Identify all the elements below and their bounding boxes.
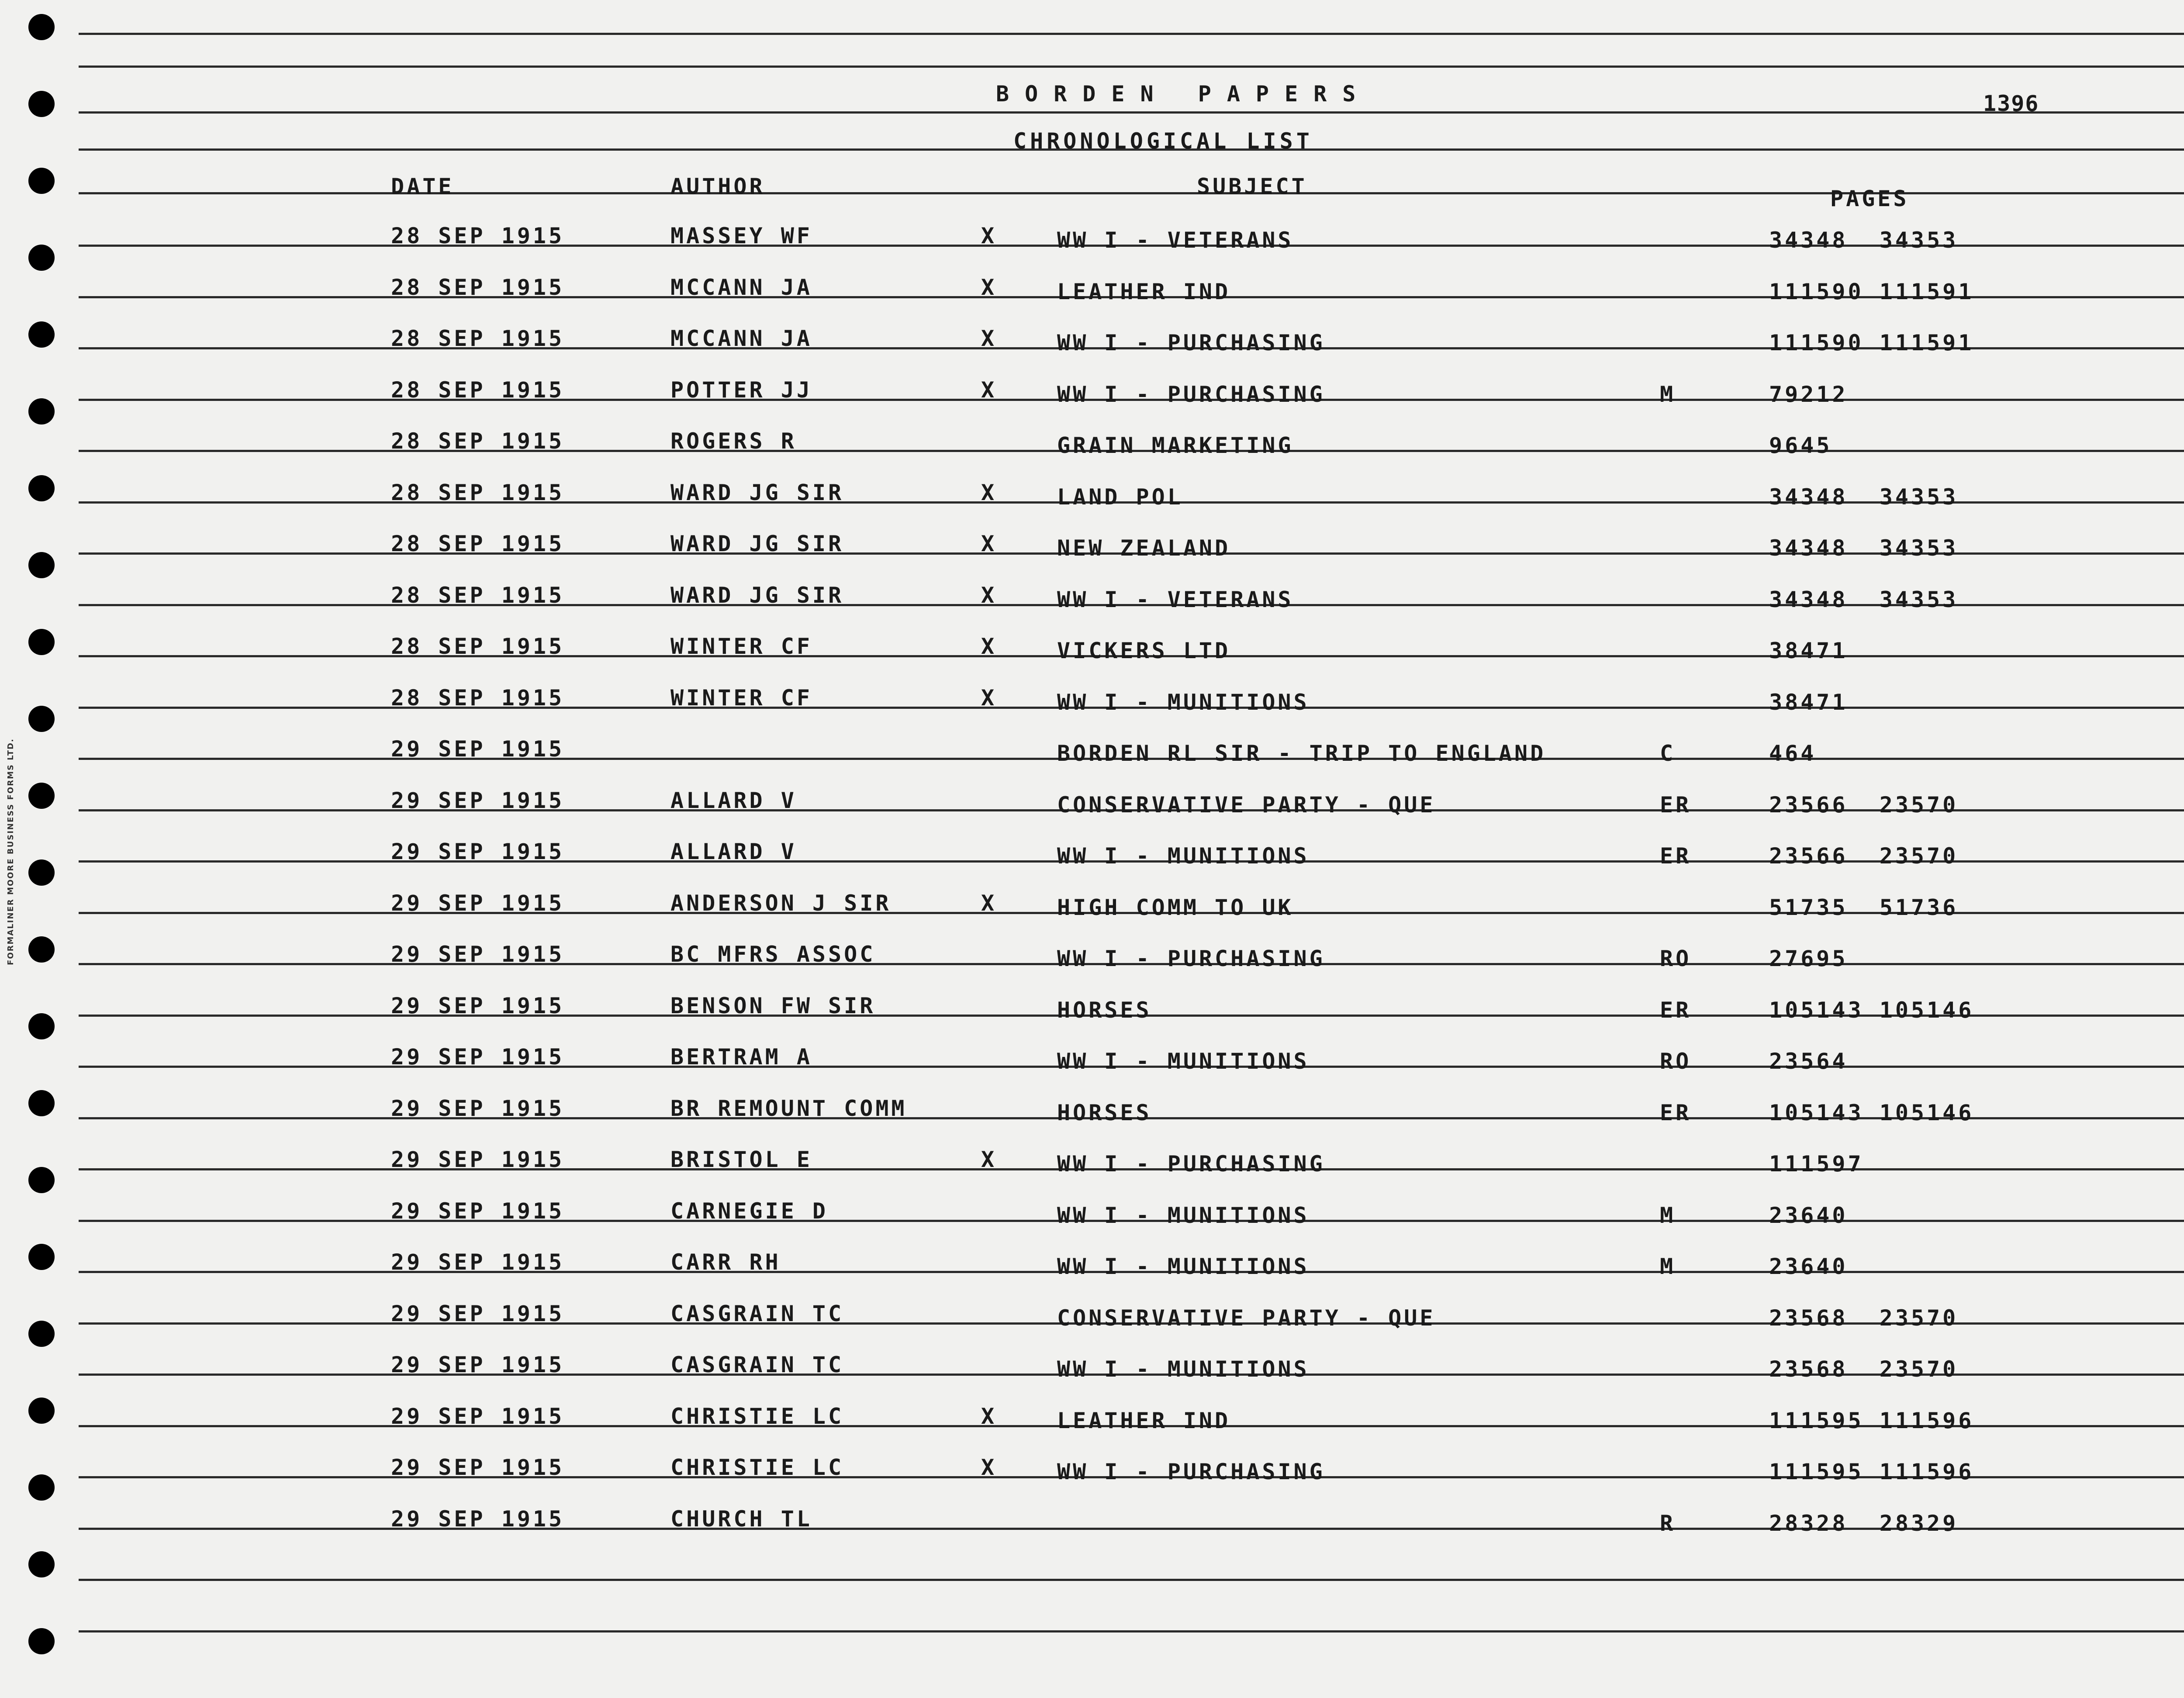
cell-pages: 23566 23570 xyxy=(1769,792,1959,818)
cell-pages: 111595 111596 xyxy=(1769,1459,1974,1484)
feed-hole xyxy=(28,859,55,886)
cell-date: 29 SEP 1915 xyxy=(391,1506,565,1532)
cell-subject: WW I - MUNITIONS xyxy=(1057,1356,1310,1382)
cell-subject: WW I - MUNITIONS xyxy=(1057,1049,1310,1074)
cell-author: WARD JG SIR xyxy=(670,531,844,556)
column-header-subject: SUBJECT xyxy=(1197,174,1307,199)
ruled-line xyxy=(79,33,2184,35)
cell-pages: 28328 28329 xyxy=(1769,1510,1959,1536)
feed-hole xyxy=(28,552,55,578)
cell-pages: 111595 111596 xyxy=(1769,1408,1974,1433)
cell-date: 28 SEP 1915 xyxy=(391,634,565,659)
cell-date: 29 SEP 1915 xyxy=(391,1147,565,1172)
cell-x-marker: X xyxy=(981,480,997,505)
feed-hole xyxy=(28,245,55,271)
cell-subject: NEW ZEALAND xyxy=(1057,535,1231,561)
cell-author: WINTER CF xyxy=(670,634,812,659)
feed-hole xyxy=(28,1090,55,1116)
cell-code: RO xyxy=(1660,946,1692,971)
feed-hole xyxy=(28,783,55,809)
cell-author: ALLARD V xyxy=(670,839,797,864)
cell-pages: 79212 xyxy=(1769,381,1848,407)
cell-code: ER xyxy=(1660,843,1692,869)
cell-code: M xyxy=(1660,1202,1676,1228)
cell-subject: WW I - PURCHASING xyxy=(1057,330,1325,355)
cell-x-marker: X xyxy=(981,890,997,916)
cell-author: CASGRAIN TC xyxy=(670,1301,844,1326)
cell-subject: HIGH COMM TO UK xyxy=(1057,894,1294,920)
cell-subject: CONSERVATIVE PARTY - QUE xyxy=(1057,1305,1436,1331)
cell-date: 29 SEP 1915 xyxy=(391,1403,565,1429)
cell-x-marker: X xyxy=(981,1455,997,1480)
feed-hole xyxy=(28,706,55,732)
cell-subject: WW I - VETERANS xyxy=(1057,228,1294,253)
cell-author: ALLARD V xyxy=(670,787,797,813)
cell-date: 28 SEP 1915 xyxy=(391,685,565,711)
cell-author: ANDERSON J SIR xyxy=(670,890,892,916)
cell-date: 29 SEP 1915 xyxy=(391,942,565,967)
cell-pages: 34348 34353 xyxy=(1769,484,1959,510)
cell-author: CASGRAIN TC xyxy=(670,1352,844,1377)
feed-hole xyxy=(28,14,55,40)
cell-subject: BORDEN RL SIR - TRIP TO ENGLAND xyxy=(1057,741,1546,766)
cell-subject: WW I - MUNITIONS xyxy=(1057,1202,1310,1228)
cell-date: 29 SEP 1915 xyxy=(391,1455,565,1480)
cell-pages: 34348 34353 xyxy=(1769,228,1959,253)
feed-hole xyxy=(28,1551,55,1577)
feed-hole xyxy=(28,1474,55,1501)
cell-code: ER xyxy=(1660,792,1692,818)
cell-author: BERTRAM A xyxy=(670,1044,812,1070)
cell-date: 28 SEP 1915 xyxy=(391,377,565,403)
cell-pages: 27695 xyxy=(1769,946,1848,971)
cell-author: WINTER CF xyxy=(670,685,812,711)
cell-pages: 23640 xyxy=(1769,1202,1848,1228)
feed-hole xyxy=(28,1013,55,1039)
cell-pages: 38471 xyxy=(1769,689,1848,715)
cell-date: 29 SEP 1915 xyxy=(391,1095,565,1121)
cell-author: MASSEY WF xyxy=(670,223,812,248)
ruled-line xyxy=(79,111,2184,114)
cell-date: 28 SEP 1915 xyxy=(391,274,565,300)
cell-x-marker: X xyxy=(981,685,997,711)
column-header-author: AUTHOR xyxy=(670,174,765,199)
cell-x-marker: X xyxy=(981,326,997,351)
cell-date: 29 SEP 1915 xyxy=(391,736,565,762)
cell-author: BC MFRS ASSOC xyxy=(670,942,876,967)
cell-subject: LEATHER IND xyxy=(1057,1408,1231,1433)
feed-hole xyxy=(28,398,55,424)
cell-author: CHRISTIE LC xyxy=(670,1403,844,1429)
cell-pages: 111597 xyxy=(1769,1151,1864,1177)
cell-date: 29 SEP 1915 xyxy=(391,1301,565,1326)
feed-hole xyxy=(28,1321,55,1347)
cell-date: 28 SEP 1915 xyxy=(391,480,565,505)
feed-hole xyxy=(28,1398,55,1424)
ruled-line xyxy=(79,1579,2184,1581)
feed-hole xyxy=(28,321,55,348)
cell-code: RO xyxy=(1660,1049,1692,1074)
cell-date: 29 SEP 1915 xyxy=(391,1249,565,1275)
cell-subject: GRAIN MARKETING xyxy=(1057,433,1294,458)
cell-author: CARNEGIE D xyxy=(670,1198,829,1224)
cell-code: ER xyxy=(1660,997,1692,1023)
cell-x-marker: X xyxy=(981,274,997,300)
margin-imprint: FORMALINER MOORE BUSINESS FORMS LTD. xyxy=(6,738,15,965)
cell-author: CHRISTIE LC xyxy=(670,1455,844,1480)
cell-pages: 38471 xyxy=(1769,638,1848,663)
cell-subject: VICKERS LTD xyxy=(1057,638,1231,663)
document-title: BORDEN PAPERS xyxy=(996,81,1372,107)
cell-subject: LAND POL xyxy=(1057,484,1183,510)
cell-pages: 23568 23570 xyxy=(1769,1305,1959,1331)
cell-x-marker: X xyxy=(981,582,997,608)
feed-hole xyxy=(28,1628,55,1654)
cell-date: 29 SEP 1915 xyxy=(391,1352,565,1377)
cell-author: WARD JG SIR xyxy=(670,582,844,608)
cell-author: BENSON FW SIR xyxy=(670,993,876,1018)
cell-date: 29 SEP 1915 xyxy=(391,1044,565,1070)
cell-date: 28 SEP 1915 xyxy=(391,531,565,556)
cell-pages: 9645 xyxy=(1769,433,1832,458)
cell-pages: 23640 xyxy=(1769,1254,1848,1279)
cell-pages: 23568 23570 xyxy=(1769,1356,1959,1382)
cell-author: ROGERS R xyxy=(670,428,797,454)
cell-author: MCCANN JA xyxy=(670,326,812,351)
cell-author: WARD JG SIR xyxy=(670,480,844,505)
cell-pages: 111590 111591 xyxy=(1769,279,1974,304)
cell-pages: 464 xyxy=(1769,741,1817,766)
cell-subject: WW I - MUNITIONS xyxy=(1057,843,1310,869)
cell-author: BR REMOUNT COMM xyxy=(670,1095,907,1121)
cell-subject: WW I - PURCHASING xyxy=(1057,1459,1325,1484)
cell-subject: WW I - PURCHASING xyxy=(1057,1151,1325,1177)
feed-hole xyxy=(28,1244,55,1270)
cell-subject: HORSES xyxy=(1057,997,1152,1023)
feed-hole xyxy=(28,91,55,117)
cell-subject: WW I - PURCHASING xyxy=(1057,381,1325,407)
cell-date: 29 SEP 1915 xyxy=(391,993,565,1018)
cell-code: M xyxy=(1660,381,1676,407)
ruled-line xyxy=(79,66,2184,68)
cell-subject: LEATHER IND xyxy=(1057,279,1231,304)
cell-subject: WW I - MUNITIONS xyxy=(1057,689,1310,715)
cell-author: CARR RH xyxy=(670,1249,781,1275)
cell-date: 29 SEP 1915 xyxy=(391,839,565,864)
cell-x-marker: X xyxy=(981,531,997,556)
cell-pages: 105143 105146 xyxy=(1769,1100,1974,1125)
cell-date: 28 SEP 1915 xyxy=(391,428,565,454)
cell-pages: 51735 51736 xyxy=(1769,894,1959,920)
feed-hole xyxy=(28,1167,55,1193)
cell-date: 29 SEP 1915 xyxy=(391,890,565,916)
cell-x-marker: X xyxy=(981,1147,997,1172)
column-header-pages: PAGES xyxy=(1830,186,1909,211)
cell-subject: CONSERVATIVE PARTY - QUE xyxy=(1057,792,1436,818)
cell-x-marker: X xyxy=(981,1403,997,1429)
list-subtitle: CHRONOLOGICAL LIST xyxy=(1013,128,1313,154)
cell-pages: 111590 111591 xyxy=(1769,330,1974,355)
cell-x-marker: X xyxy=(981,223,997,248)
cell-pages: 105143 105146 xyxy=(1769,997,1974,1023)
cell-date: 28 SEP 1915 xyxy=(391,326,565,351)
cell-subject: WW I - PURCHASING xyxy=(1057,946,1325,971)
cell-pages: 34348 34353 xyxy=(1769,535,1959,561)
feed-hole xyxy=(28,936,55,963)
cell-code: C xyxy=(1660,741,1676,766)
cell-author: BRISTOL E xyxy=(670,1147,812,1172)
cell-subject: WW I - MUNITIONS xyxy=(1057,1254,1310,1279)
cell-x-marker: X xyxy=(981,634,997,659)
column-header-date: DATE xyxy=(391,174,454,199)
cell-date: 29 SEP 1915 xyxy=(391,1198,565,1224)
cell-pages: 23564 xyxy=(1769,1049,1848,1074)
ruled-line xyxy=(79,1630,2184,1632)
cell-author: CHURCH TL xyxy=(670,1506,812,1532)
feed-hole xyxy=(28,629,55,655)
cell-code: ER xyxy=(1660,1100,1692,1125)
cell-pages: 34348 34353 xyxy=(1769,587,1959,612)
cell-code: M xyxy=(1660,1254,1676,1279)
cell-subject: HORSES xyxy=(1057,1100,1152,1125)
cell-author: POTTER JJ xyxy=(670,377,812,403)
cell-date: 28 SEP 1915 xyxy=(391,223,565,248)
cell-date: 28 SEP 1915 xyxy=(391,582,565,608)
cell-x-marker: X xyxy=(981,377,997,403)
cell-date: 29 SEP 1915 xyxy=(391,787,565,813)
feed-hole xyxy=(28,168,55,194)
page-number: 1396 xyxy=(1983,91,2039,116)
cell-subject: WW I - VETERANS xyxy=(1057,587,1294,612)
cell-pages: 23566 23570 xyxy=(1769,843,1959,869)
feed-hole xyxy=(28,475,55,501)
cell-code: R xyxy=(1660,1510,1676,1536)
cell-author: MCCANN JA xyxy=(670,274,812,300)
